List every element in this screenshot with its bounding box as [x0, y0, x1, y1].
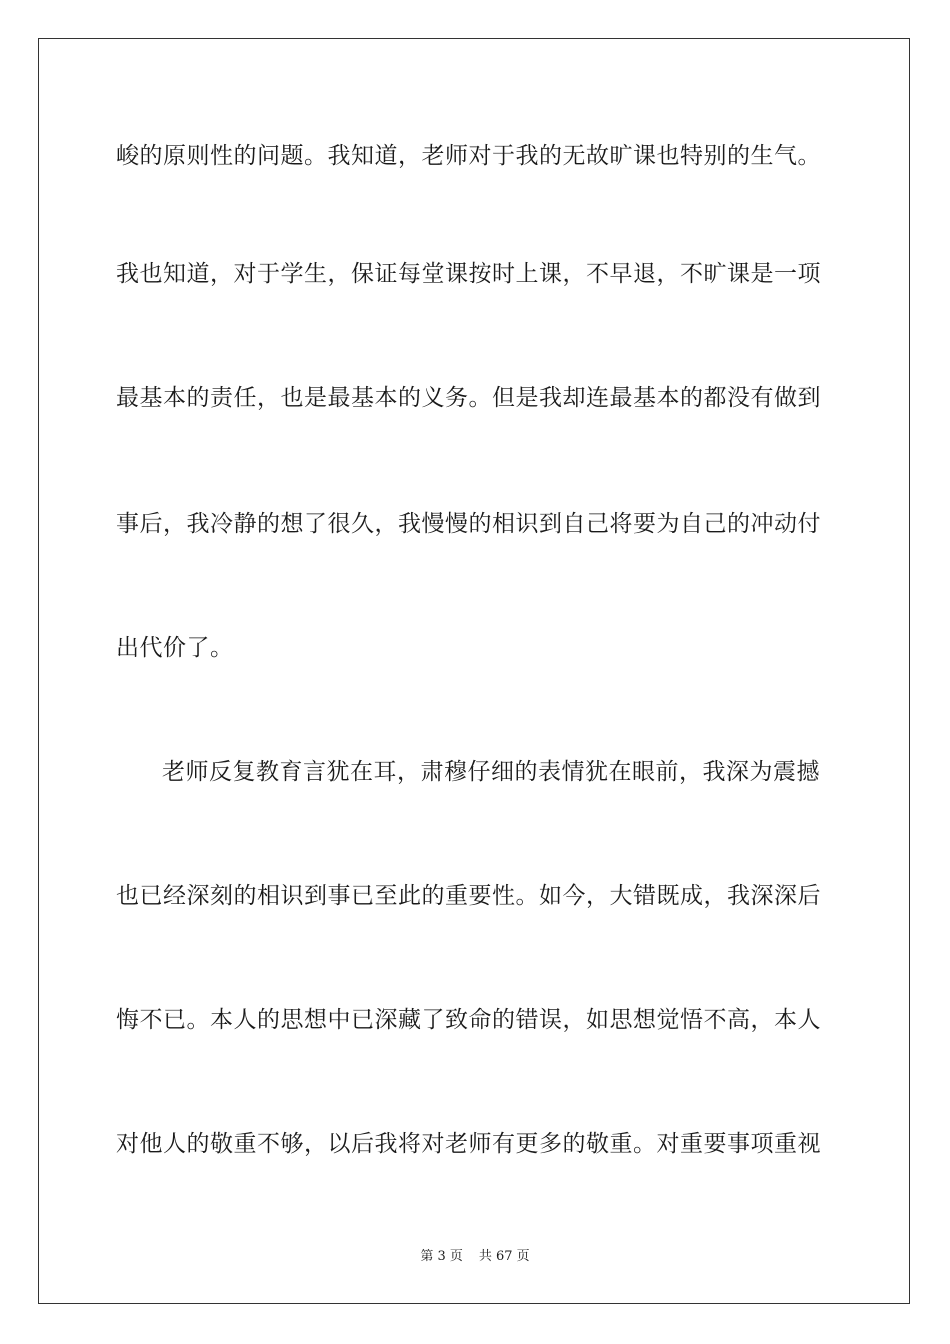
text-line: 对他人的敬重不够，以后我将对老师有更多的敬重。对重要事项重视 [116, 1131, 821, 1157]
text-line: 悔不已。本人的思想中已深藏了致命的错误，如思想觉悟不高，本人 [116, 1007, 821, 1033]
text-line: 最基本的责任，也是最基本的义务。但是我却连最基本的都没有做到 [116, 385, 821, 411]
page-number: 第 3 页 [420, 1249, 463, 1264]
page-footer [0, 1248, 950, 1266]
page-frame [38, 38, 910, 1304]
paragraph-start-line: 老师反复教育言犹在耳，肃穆仔细的表情犹在眼前，我深为震撼 [162, 759, 820, 785]
text-line: 事后，我冷静的想了很久，我慢慢的相识到自己将要为自己的冲动付 [116, 511, 821, 537]
text-line: 峻的原则性的问题。我知道，老师对于我的无故旷课也特别的生气。 [116, 143, 821, 169]
page-total: 共 67 页 [478, 1249, 530, 1264]
text-line: 出代价了。 [116, 635, 234, 661]
text-line: 我也知道，对于学生，保证每堂课按时上课，不早退，不旷课是一项 [116, 261, 821, 287]
text-line: 也已经深刻的相识到事已至此的重要性。如今，大错既成，我深深后 [116, 883, 821, 909]
